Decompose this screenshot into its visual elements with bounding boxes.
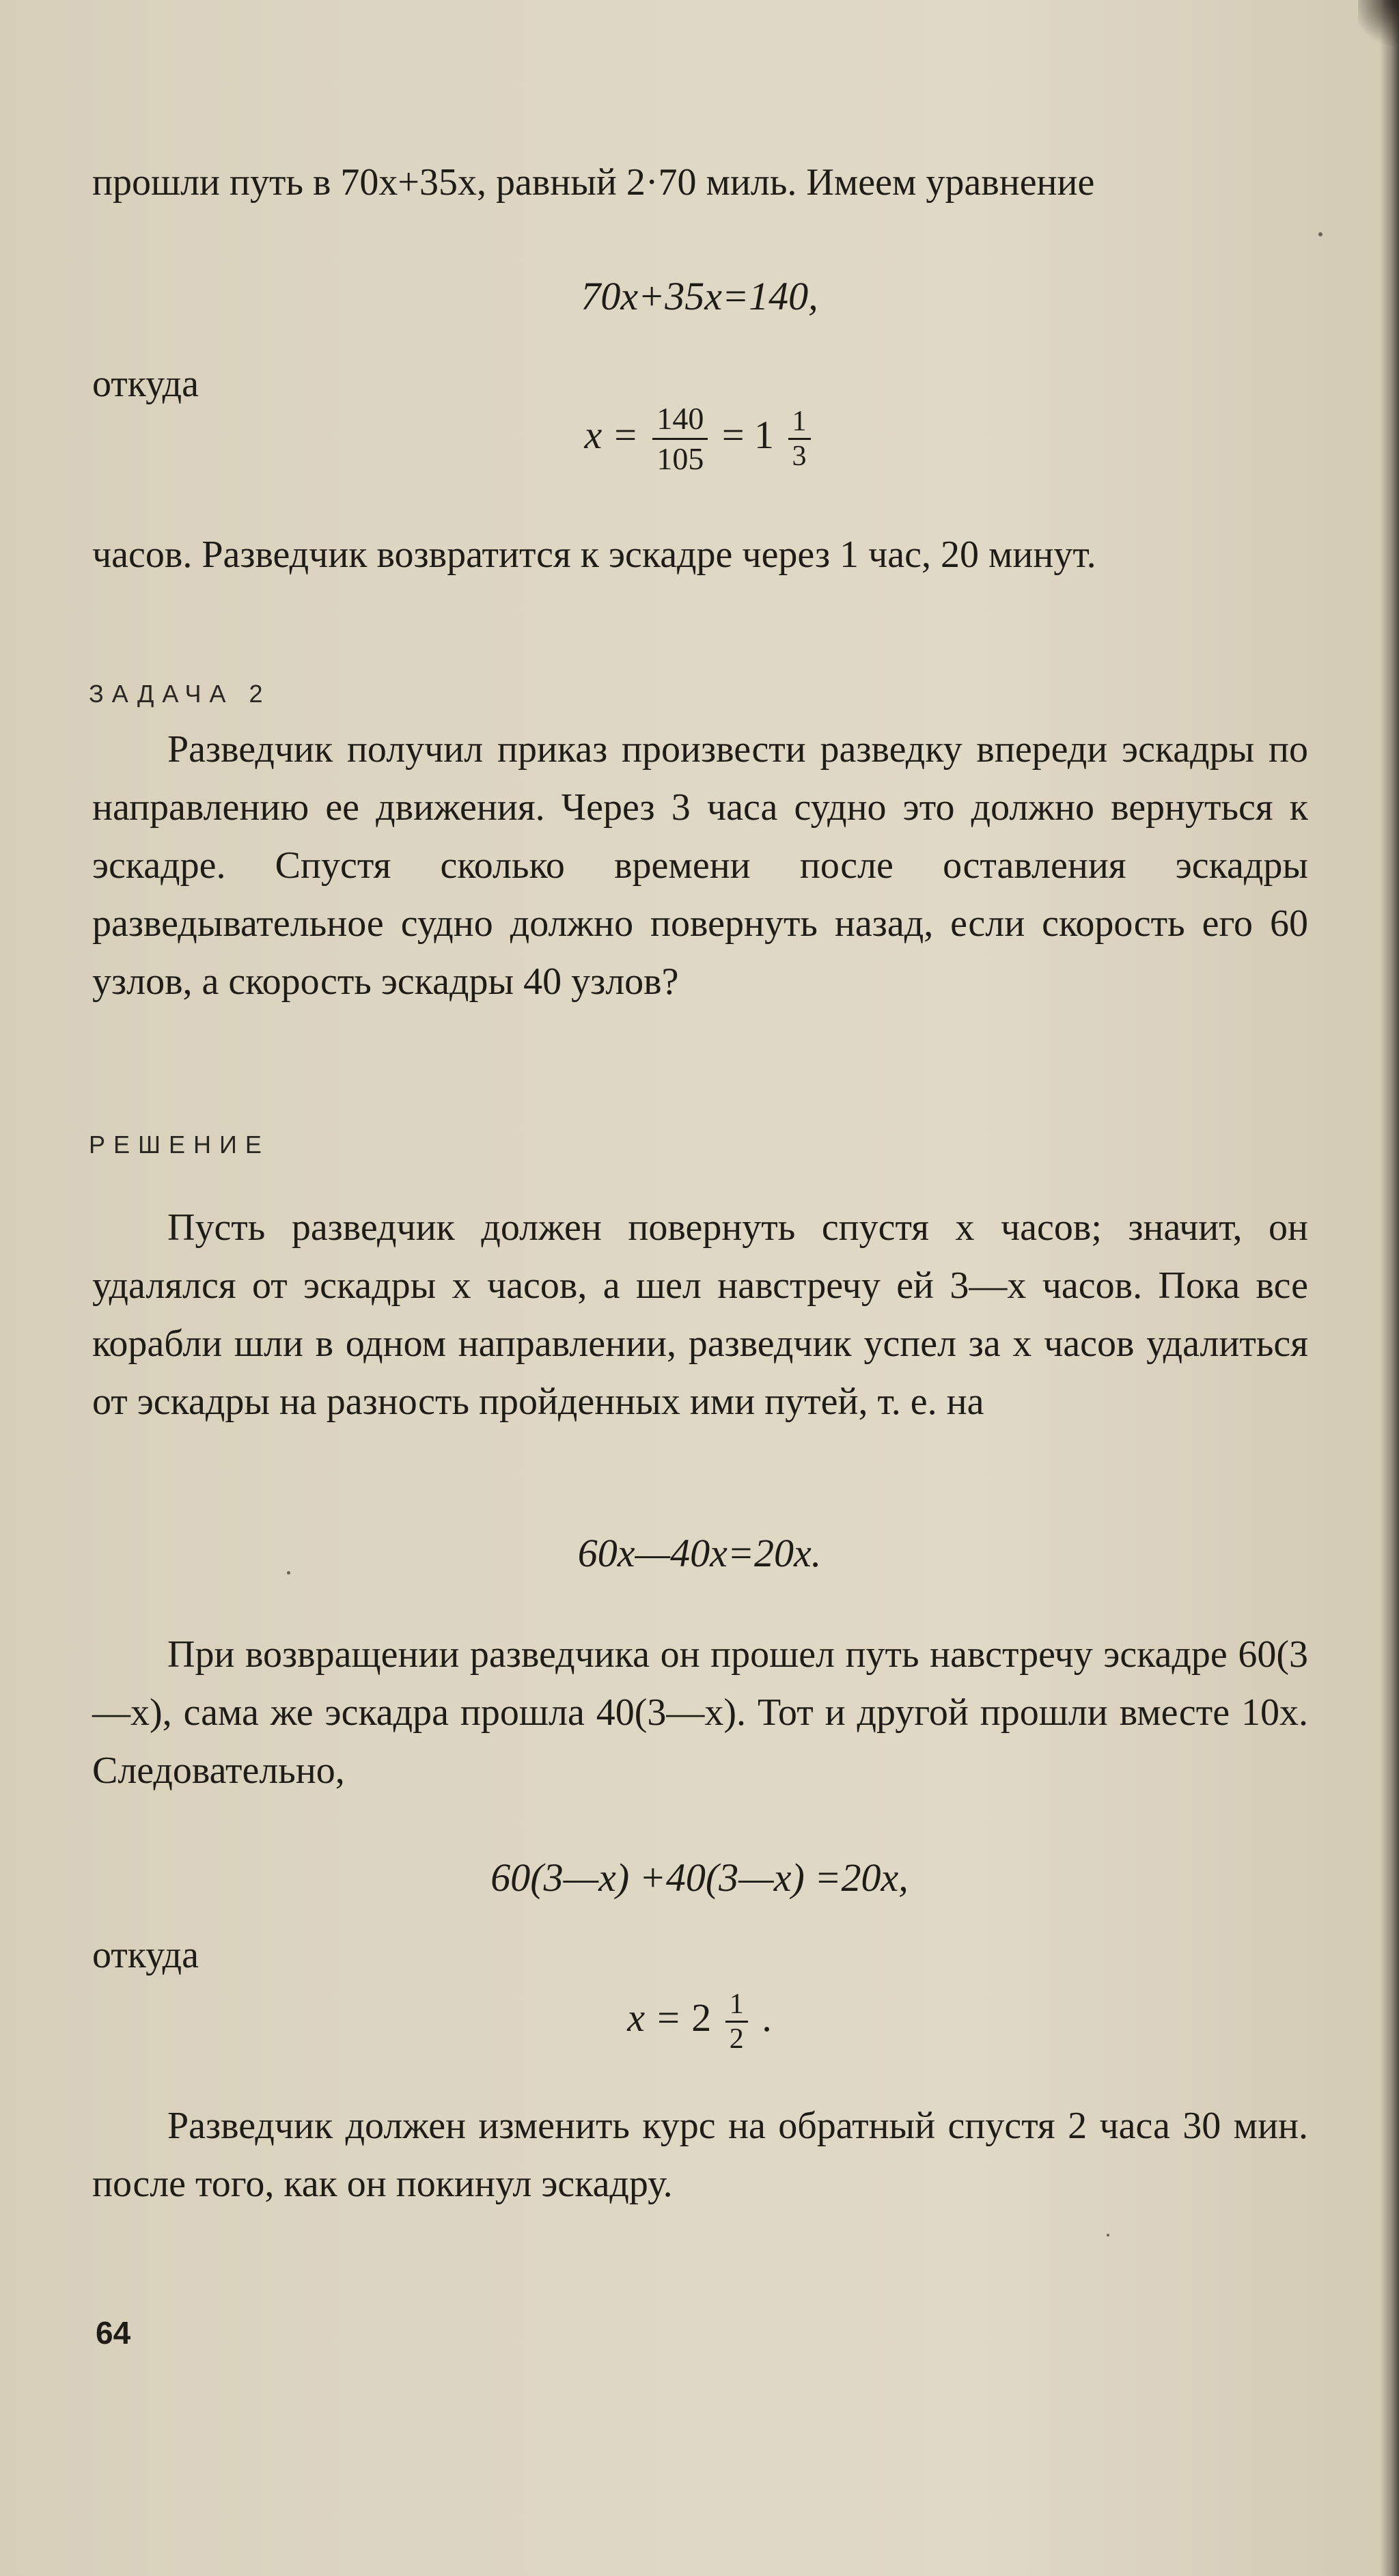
eq2-numerator-2: 1 — [788, 405, 811, 440]
equation-5 — [0, 1988, 1399, 2055]
eq5-end: . — [762, 1995, 772, 2040]
eq2-lhs: x = — [584, 412, 639, 457]
paragraph-final: Разведчик должен изменить курс на обратный спустя 2 часа 30 мин. после того, как он покинул эскадру. — [92, 2105, 1308, 2205]
paragraph-answer-1: часов. Разведчик возвратится к эскадре через 1 час, 20 минут. — [92, 534, 1096, 576]
eq5-numerator: 1 — [725, 1988, 748, 2023]
eq2-fraction-1 — [652, 400, 708, 478]
page-number: 64 — [96, 2315, 131, 2351]
eq2-equals: = — [721, 412, 745, 457]
paragraph-solution-2: При возвращении разведчика он прошел путь навстречу эскадре 60(3—x), сама же эскадра прошла 40(3—x). Тот и другой прошли вместе 10x. Следовательно, — [92, 1633, 1308, 1792]
eq2-whole: 1 — [754, 412, 775, 457]
paragraph-task-2: Разведчик получил приказ произвести разведку впереди эскадры по направлению ее движения. Через 3 часа судно это должно вернуться к эскадре. Спустя сколько времени после оставления эскадры разведывательное судно должно повернуть назад, если скорость его 60 узлов, а скорость эскадры 40 узлов? — [92, 728, 1308, 1003]
eq5-fraction — [725, 1988, 748, 2055]
heading-task-2: ЗАДАЧА 2 — [89, 680, 271, 708]
eq2-denominator-2: 3 — [792, 441, 807, 472]
equation-1: 70x+35x=140, — [581, 274, 818, 318]
paper-speck — [1318, 232, 1322, 236]
eq2-numerator-1: 140 — [652, 400, 708, 440]
paper-speck — [287, 1571, 290, 1575]
word-otkuda-1: откуда — [92, 363, 199, 405]
paragraph-intro: прошли путь в 70x+35x, равный 2·70 миль. Имеем уравнение — [92, 161, 1095, 204]
equation-2 — [0, 400, 1399, 478]
paper-speck — [1107, 2234, 1109, 2236]
eq2-denominator-1: 105 — [656, 441, 704, 476]
page-edge-shadow — [1380, 0, 1399, 2576]
eq5-lhs: x = — [627, 1995, 682, 2040]
eq5-whole: 2 — [691, 1995, 712, 2040]
eq5-denominator: 2 — [729, 2023, 744, 2055]
word-otkuda-2: откуда — [92, 1934, 199, 1976]
page-corner-shadow — [1358, 0, 1399, 55]
equation-4: 60(3—x) +40(3—x) =20x, — [490, 1855, 909, 1900]
equation-3: 60x—40x=20x. — [577, 1531, 822, 1575]
heading-solution: РЕШЕНИЕ — [89, 1131, 270, 1159]
eq2-fraction-2 — [788, 405, 811, 473]
paragraph-solution-1: Пусть разведчик должен повернуть спустя x часов; значит, он удалялся от эскадры x часов, а шел навстречу ей 3—x часов. Пока все корабли шли в одном направлении, разведчик успел за x часов удалиться от эскадры на разность пройденных ими путей, т. е. на — [92, 1206, 1308, 1423]
